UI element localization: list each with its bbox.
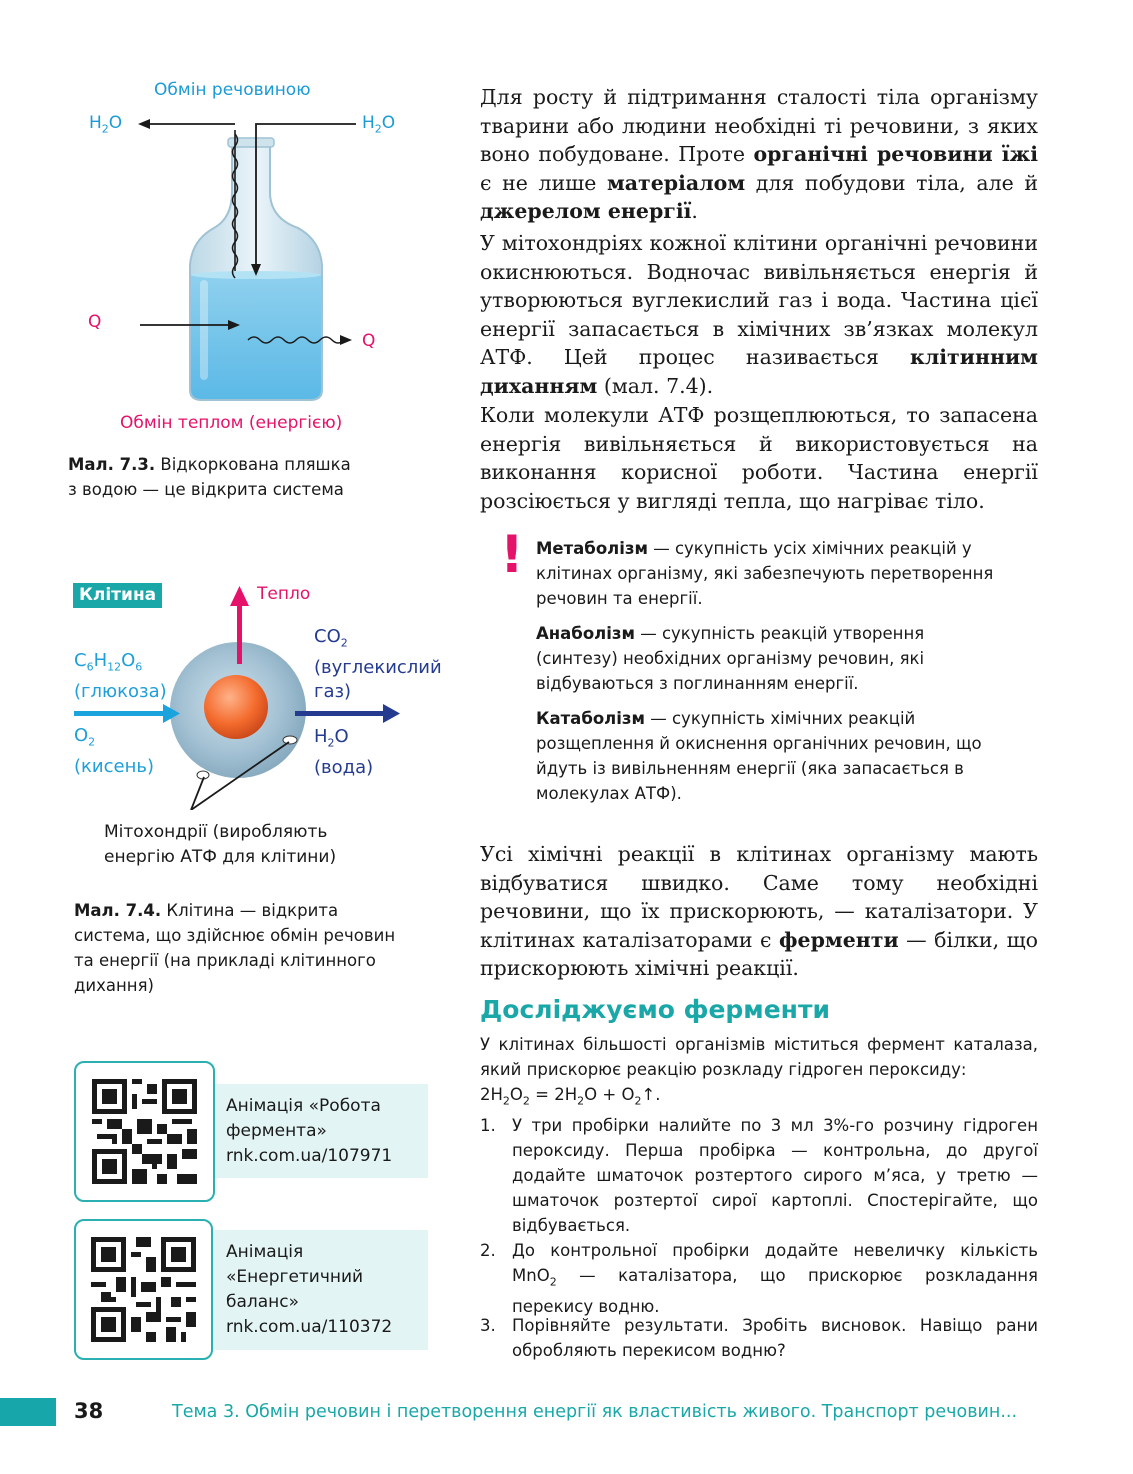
definitions-box <box>536 536 1006 816</box>
h2o-left-label: $H_2O$ <box>89 113 123 136</box>
paragraph-1: Для росту й підтримання сталості тіла організму тварини або людини необхідні ті речовини, з яких воно побудоване. Проте органічні речовини їжі є не лише матеріалом для побудови тіла, але й джерелом енергії. <box>480 85 1039 223</box>
paragraph-3: Коли молекули АТФ розщеплюються, то запасена енергія вивільняється й використовується на виконання корисної роботи. Частина енергії розсіюється у вигляді тепла, що нагріває тіло. <box>480 403 1038 513</box>
qr-code-1[interactable] <box>92 1079 197 1184</box>
reaction-formula: $2H_2O_2 = 2H_2O$ + $O_2↑$. <box>480 1085 661 1108</box>
definition-anabolism: Анаболізм — сукупність реакцій утворення (синтезу) необхідних організму речовин, які відбуваються з поглинанням енергії. <box>536 624 925 693</box>
step-1: 1. У три пробірки налийте по 3 мл 3%-го розчину гідроген пероксиду. Перша пробірка — контрольна, до другої додайте шматочок розтертого сирого м’яса, у третю — шматочок розтертої сирої картоплі. Спостерігайте, що відбувається. <box>480 1116 1038 1235</box>
definition-metabolism: Метаболізм — сукупність усіх хімічних реакцій у клітинах організму, які забезпечують перетворення речовин та енергії. <box>536 539 994 608</box>
exchange-arrows <box>130 108 370 368</box>
cell-badge: Клітина <box>73 583 162 608</box>
qr-code-1-frame[interactable] <box>74 1061 215 1202</box>
co2-label: $CO_2$ (вуглекислий газ) <box>314 626 442 702</box>
page-number: 38 <box>74 1399 104 1423</box>
q-right-label: Q <box>362 331 376 351</box>
qr-code-2-frame[interactable] <box>74 1219 213 1360</box>
figure-7-4-caption: Мал. 7.4. Клітина — відкрита система, що здійснює обмін речовин та енергії (на прикладі клітинного дихання) <box>74 901 396 995</box>
qr-code-2[interactable] <box>91 1237 196 1342</box>
section-heading: Досліджуємо ферменти <box>480 995 830 1024</box>
exclamation-icon: ! <box>500 525 524 585</box>
footer-accent-bar <box>0 1398 56 1426</box>
step-3: 3. Порівняйте результати. Зробіть висновок. Навіщо рани обробляють перекисом водню? <box>480 1316 1038 1360</box>
definition-catabolism: Катаболізм — сукупність хімічних реакцій розщеплення й окиснення органічних речовин, що йдуть із вивільненням енергії (яка запасається в молекулах АТФ). <box>536 709 982 803</box>
oxygen-label: $O_2$ (кисень) <box>74 725 154 777</box>
mitochondria-label: Мітохондрії (виробляють енергію АТФ для клітини) <box>104 822 337 867</box>
matter-exchange-title: Обмін речовиною <box>154 80 311 100</box>
water-label: $H_2O$ (вода) <box>314 726 374 778</box>
figure-7-3-caption: Мал. 7.3. Відкоркована пляшка з водою — це відкрита система <box>68 455 351 499</box>
heat-label: Тепло <box>257 584 311 604</box>
qr-card-1-label: Анімація «Робота фермента» rnk.com.ua/107971 <box>212 1084 428 1178</box>
glucose-label: $C_6H_{12}O_6$ (глюкоза) <box>74 650 167 702</box>
step-2: 2. До контрольної пробірки додайте невеличку кількість MnO$_2$ — каталізатора, що прискорює розкладання перекису водню. <box>480 1241 1038 1317</box>
paragraph-4: Усі хімічні реакції в клітинах організму мають відбуватися швидко. Саме тому необхідні речовини, що їх прискорюють, — каталізатори. У клітинах каталізаторами є ферменти — білки, що прискорюють хімічні реакції. <box>480 842 1038 980</box>
footer-topic-title: Тема 3. Обмін речовин і перетворення енергії як властивість живого. Транспорт речовин... <box>172 1402 1018 1422</box>
qr-card-2-label: Анімація «Енергетичний баланс» rnk.com.ua/110372 <box>212 1230 428 1350</box>
q-left-label: Q <box>88 312 102 332</box>
paragraph-2: У мітохондріях кожної клітини органічні речовини окиснюються. Водночас вивільняється енергія й утворюються вуглекислий газ і вода. Частина цієї енергії запасається в хімічних зв’язках молекул АТФ. Цей процес називається клітинним диханням (мал. 7.4). <box>480 231 1038 398</box>
h2o-right-label: $H_2O$ <box>362 113 396 136</box>
heat-exchange-label: Обмін теплом (енергією) <box>120 413 343 433</box>
experiment-intro: У клітинах більшості організмів міститься фермент каталаза, який прискорює реакцію розкладу гідроген пероксиду: $2H_2O_2 = 2H_2O$ + $O_2↑$. <box>480 1035 1038 1108</box>
